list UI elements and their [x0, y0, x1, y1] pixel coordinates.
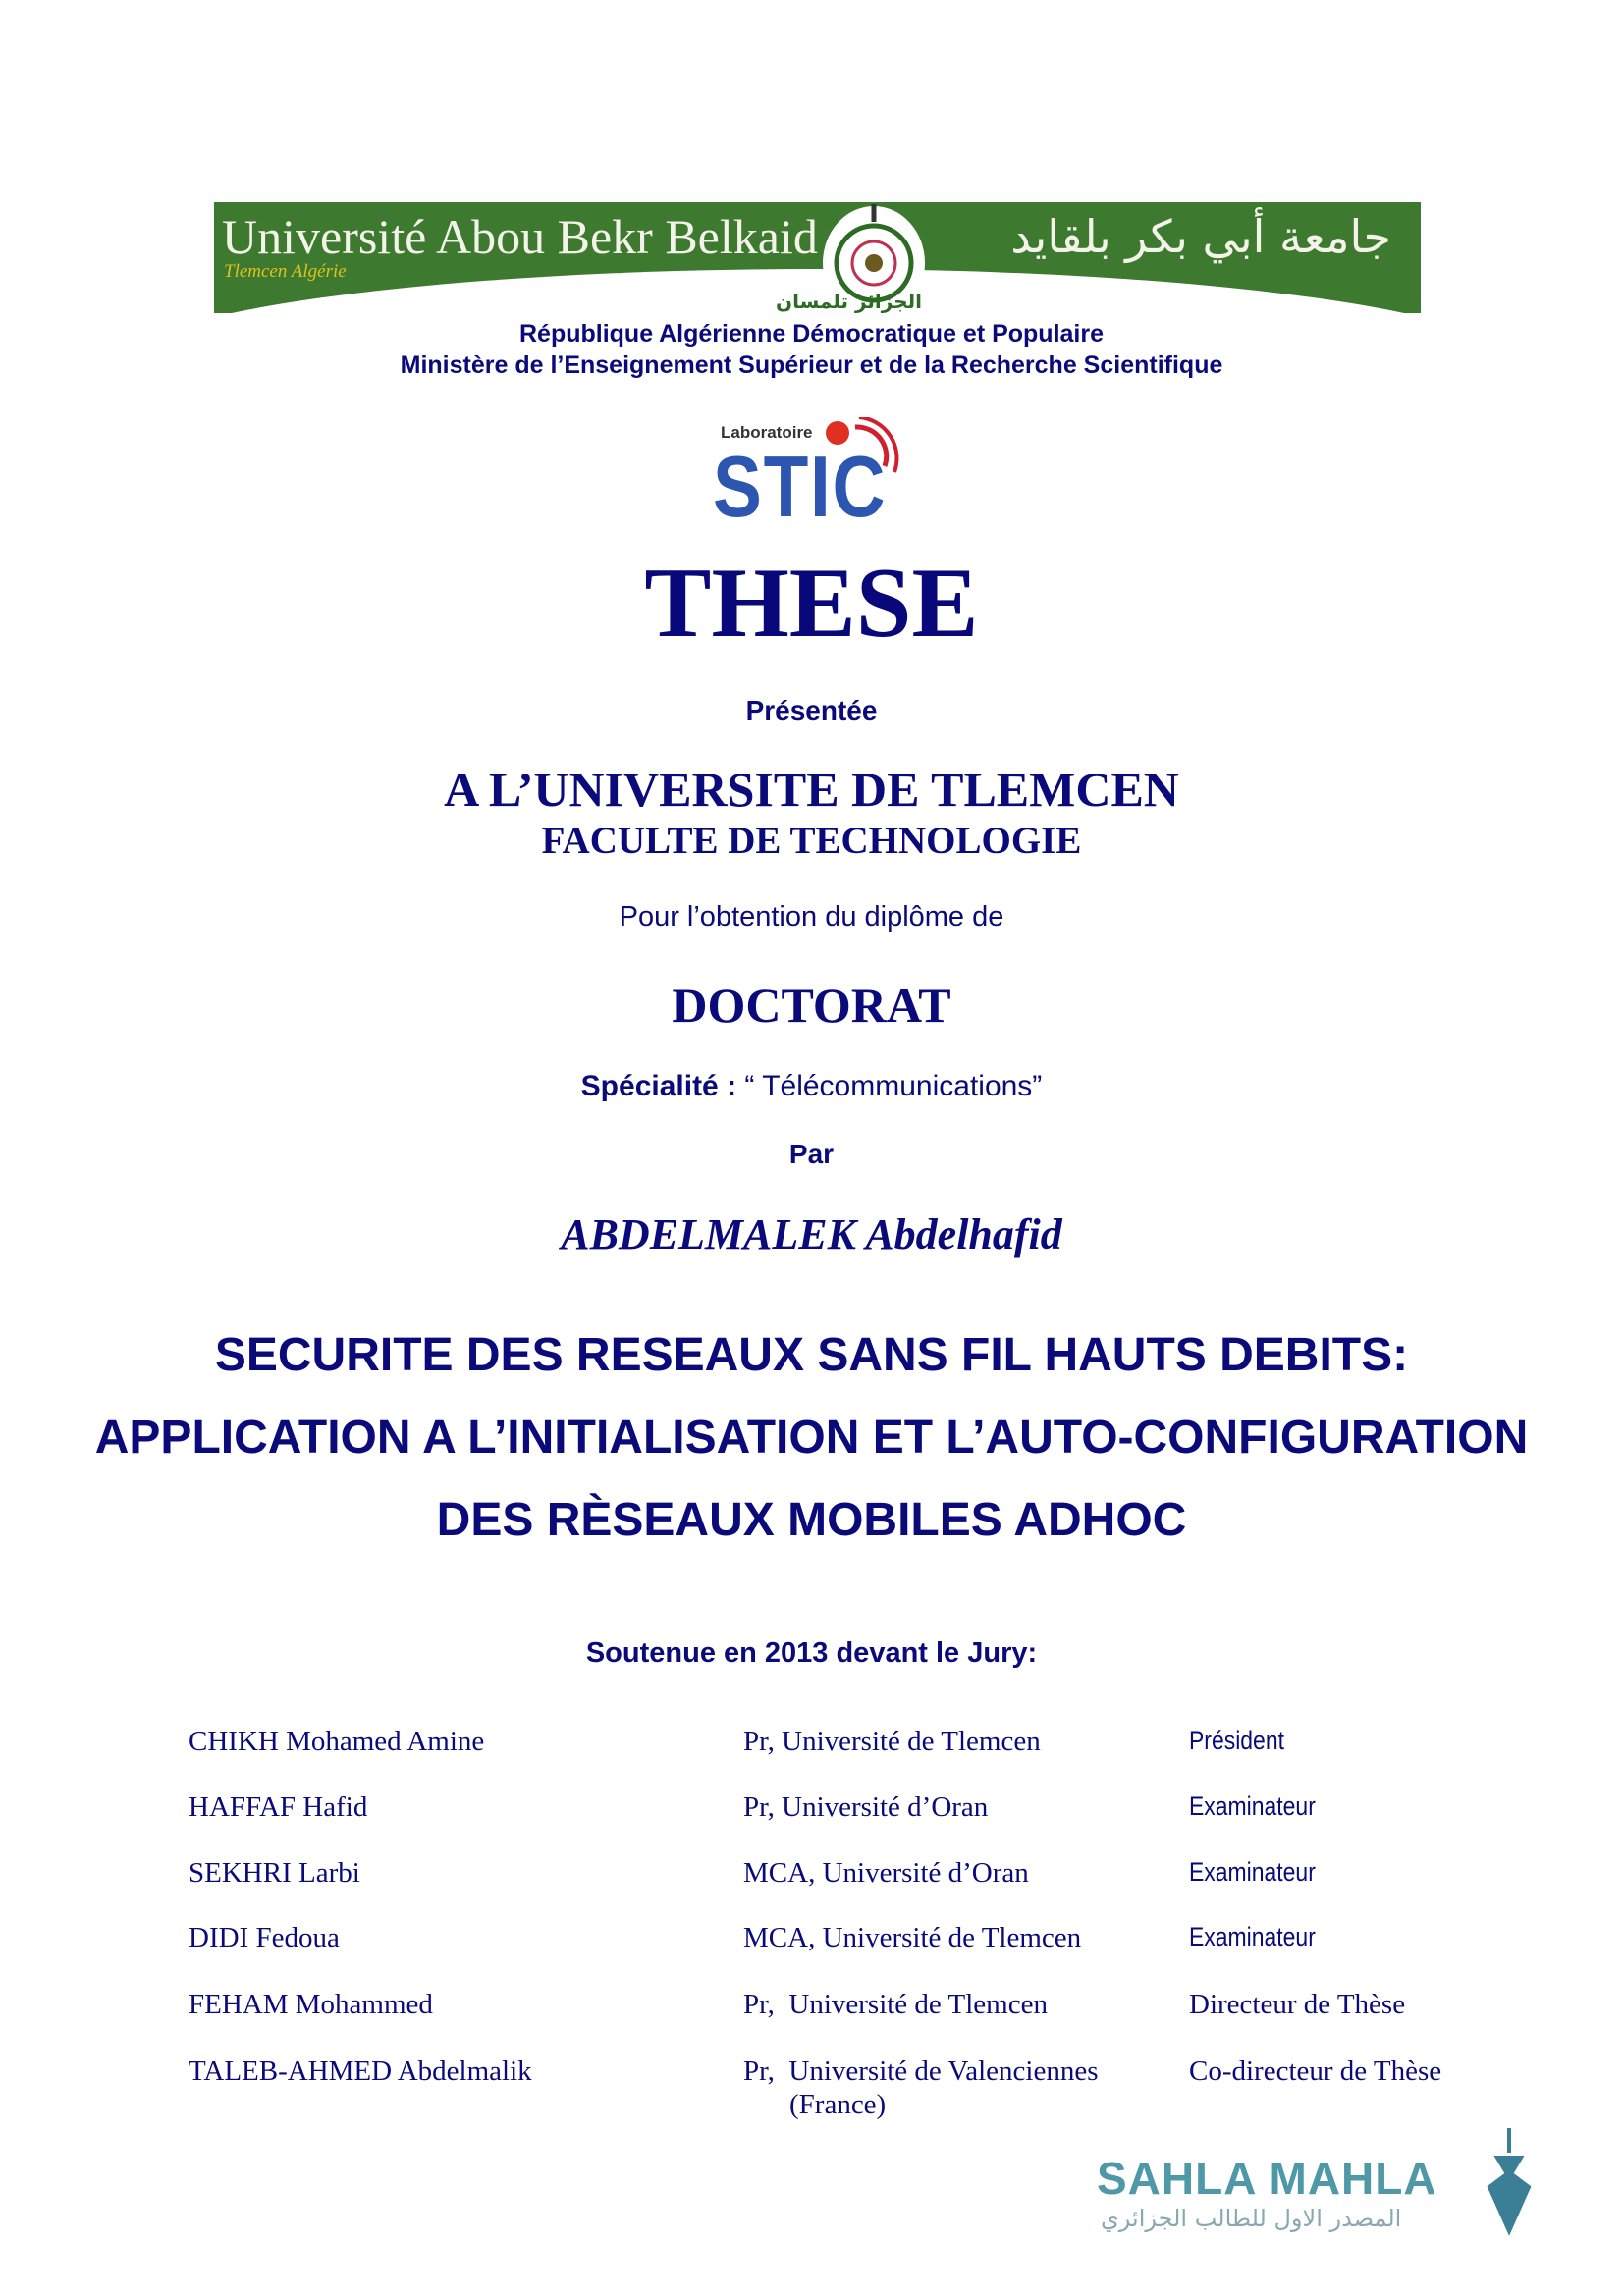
jury-name: TALEB-AHMED Abdelmalik	[189, 2056, 532, 2087]
defense-line: Soutenue en 2013 devant le Jury:	[585, 1637, 1038, 1669]
document-type: THESE	[644, 548, 979, 659]
jury-role: Examinateur	[1189, 1791, 1316, 1821]
specialty-label: Spécialité :	[580, 1070, 737, 1102]
title-line-3: DES RÈSEAUX MOBILES ADHOC	[436, 1494, 1187, 1546]
jury-role: Examinateur	[1189, 1922, 1316, 1951]
watermark-arabic: المصدر الاول للطالب الجزائري	[1101, 2205, 1402, 2232]
lab-logo-small-text: Laboratoire	[721, 423, 813, 442]
seal-caption: الجزائر تلمسان	[776, 290, 923, 313]
jury-name: FEHAM Mohammed	[189, 1989, 433, 2020]
diploma-label: Pour l’obtention du diplôme de	[619, 901, 1004, 933]
sahla-mahla-watermark	[1097, 2128, 1539, 2238]
jury-affiliation-country: (France)	[789, 2089, 887, 2120]
faculty-heading: FACULTE DE TECHNOLOGIE	[541, 820, 1082, 862]
jury-role: Co-directeur de Thèse	[1189, 2056, 1442, 2087]
degree-heading: DOCTORAT	[672, 978, 951, 1033]
ornament-icon	[1480, 2128, 1539, 2236]
jury-affiliation: MCA, Université d’Oran	[743, 1857, 1029, 1889]
specialty-value: “ Télécommunications”	[736, 1070, 1043, 1102]
watermark-latin: SAHLA MAHLA	[1097, 2153, 1437, 2204]
jury-affiliation: MCA, Université de Tlemcen	[743, 1922, 1082, 1953]
jury-role: Directeur de Thèse	[1189, 1989, 1406, 2020]
title-line-1: SECURITE DES RESEAUX SANS FIL HAUTS DEBITS:	[214, 1329, 1409, 1381]
university-name-fr: Université Abou Bekr Belkaid	[222, 209, 818, 264]
jury-name: SEKHRI Larbi	[189, 1857, 360, 1889]
jury-affiliation: Pr, Université de Valenciennes	[743, 2056, 1099, 2087]
jury-role: Président	[1189, 1726, 1284, 1755]
jury-affiliation: Pr, Université de Tlemcen	[743, 1989, 1048, 2020]
by-label: Par	[788, 1139, 835, 1169]
republic-line: République Algérienne Démocratique et Populaire	[518, 320, 1105, 347]
jury-name: CHIKH Mohamed Amine	[189, 1726, 485, 1757]
specialty-line	[0, 1070, 1623, 1103]
jury-affiliation: Pr, Université de Tlemcen	[743, 1726, 1041, 1757]
lab-logo-stic-text: STIC	[713, 438, 888, 535]
ministry-line: Ministère de l’Enseignement Supérieur et de la Recherche Scientifique	[400, 351, 1223, 379]
presented-label: Présentée	[745, 695, 878, 725]
author-name: ABDELMALEK Abdelhafid	[561, 1210, 1062, 1258]
title-line-2: APPLICATION A L’INITIALISATION ET L’AUTO-CONFIGURATION	[94, 1412, 1529, 1464]
university-location: Tlemcen Algérie	[224, 261, 347, 282]
jury-role: Examinateur	[1189, 1857, 1316, 1887]
university-heading: A L’UNIVERSITE DE TLEMCEN	[444, 762, 1179, 817]
jury-name: HAFFAF Hafid	[189, 1791, 368, 1823]
jury-affiliation: Pr, Université d’Oran	[743, 1791, 989, 1823]
university-name-ar: جامعة أبي بكر بلقايد	[1010, 210, 1391, 263]
jury-name: DIDI Fedoua	[189, 1922, 340, 1953]
stic-lab-logo	[693, 417, 939, 535]
